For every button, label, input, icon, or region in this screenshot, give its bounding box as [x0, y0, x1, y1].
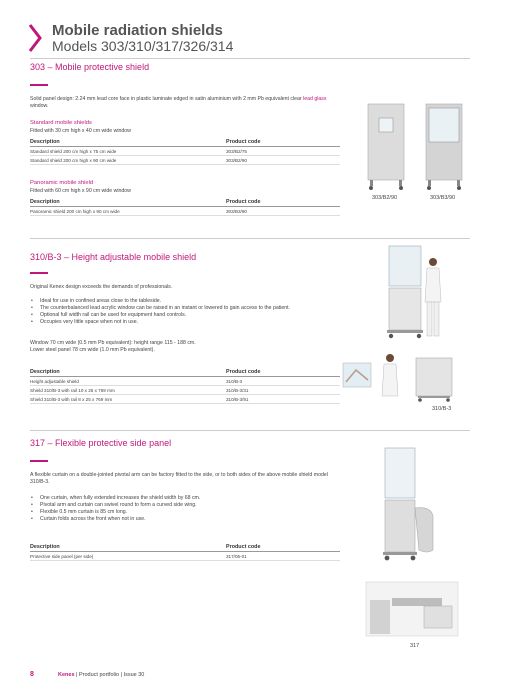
section-317-intro: A flexible curtain on a double-jointed pivotal arm can be factory fitted to the side, or to both sides of the above mobile shield model 310/B-3.	[30, 472, 328, 485]
section-title-310: 310/B-3 – Height adjustable mobile shield	[30, 252, 197, 262]
caption-303-b2: 303/B2/90	[372, 195, 398, 201]
shield-303-b2-image	[362, 102, 410, 190]
col-product-code: Product code	[222, 543, 340, 552]
table-row: Standard shield 200 cm high x 90 cm wide 303/B2/90	[30, 156, 340, 165]
table-row: Standard shield 200 cm high x 75 cm wide 303/B2/75	[30, 147, 340, 156]
standard-shields-table	[30, 138, 340, 165]
col-product-code: Product code	[222, 368, 340, 377]
table-row: Shield 310/B-3 with rail 10 x 25 x 769 mm 310/B-3/31	[30, 386, 340, 395]
caption-310: 310/B-3	[432, 406, 452, 412]
section-title-303: 303 – Mobile protective shield	[30, 62, 150, 72]
section-303-intro: Solid panel design: 2.24 mm lead core face in plastic laminate edged in satin aluminium with 2 mm Pb equivalent clear lead glass window.	[30, 96, 327, 109]
section-310-spec-window: Window 70 cm wide (0.5 mm Pb equivalent): height range 115 - 188 cm.	[30, 340, 196, 346]
caption-317: 317	[410, 643, 420, 649]
table-row: Shield 310/B-3 with rail 8 x 25 x 769 mm 310/B-3/91	[30, 395, 340, 404]
side-panel-317-detail-image	[364, 580, 460, 640]
section-divider	[30, 430, 470, 431]
list-item: • Occupies very little space when not in use.	[30, 319, 350, 326]
shield-310-woman-image	[378, 350, 458, 402]
col-product-code: Product code	[222, 198, 340, 207]
section-accent	[30, 460, 48, 462]
panoramic-shield-table	[30, 198, 340, 216]
list-item: • Pivotal arm and curtain can swivel round to form a curved side wing.	[30, 502, 350, 509]
col-description: Description	[30, 198, 222, 207]
section-accent	[30, 272, 48, 274]
footer-rest: | Product portfolio | Issue 30	[74, 672, 145, 678]
section-accent	[30, 84, 48, 86]
footer-brand: Kenex	[58, 672, 75, 678]
shield-303-b3-image	[420, 102, 468, 190]
caption-303-b3: 303/B3/90	[430, 195, 456, 201]
standard-shields-title: Standard mobile shields	[30, 120, 92, 126]
page-number: 8	[30, 671, 34, 678]
list-item: • Flexible 0.5 mm curtain is 85 cm long.	[30, 509, 350, 516]
table-row: Panoramic shield 200 cm high x 90 cm wide 303/B3/90	[30, 207, 340, 216]
shield-310-image	[385, 244, 445, 342]
section-310-table	[30, 368, 340, 404]
footer-text	[58, 672, 144, 678]
col-description: Description	[30, 368, 222, 377]
section-divider	[30, 58, 470, 59]
page-subtitle: Models 303/310/317/326/314	[52, 38, 234, 54]
col-product-code: Product code	[222, 138, 340, 147]
col-description: Description	[30, 138, 222, 147]
shield-310-detail-image	[342, 362, 372, 388]
section-310-spec-panel: Lower steel panel 78 cm wide (1.0 mm Pb equivalent).	[30, 347, 155, 353]
list-item: • Curtain folds across the front when not in use.	[30, 516, 350, 523]
list-item: • Ideal for use in confined areas close to the tableside.	[30, 298, 350, 305]
list-item: • Optional full width rail can be used for equipment hand controls.	[30, 312, 350, 319]
section-317-table	[30, 543, 340, 561]
section-317-bullets	[30, 495, 350, 523]
side-panel-317-image	[375, 446, 455, 566]
table-row: Protective side panel (per side) 317/05-01	[30, 552, 340, 561]
section-title-317: 317 – Flexible protective side panel	[30, 438, 172, 448]
panoramic-shield-note: Fitted with 60 cm high x 90 cm wide window	[30, 188, 131, 194]
list-item: • The counterbalanced lead acrylic window can be raised in an instant or lowered to gain access to the patient.	[30, 305, 350, 312]
table-row: Height adjustable shield 310/B-3	[30, 377, 340, 386]
chevron-right-icon	[28, 24, 42, 52]
section-310-intro: Original Kenex design exceeds the demands of professionals.	[30, 284, 173, 290]
panoramic-shield-title: Panoramic mobile shield	[30, 180, 94, 186]
lead-glass-link[interactable]: lead glass	[303, 96, 327, 102]
section-310-bullets	[30, 298, 350, 326]
page-title: Mobile radiation shields	[52, 22, 223, 39]
list-item: • One curtain, when fully extended increases the shield width by 68 cm.	[30, 495, 350, 502]
standard-shields-note: Fitted with 30 cm high x 40 cm wide window	[30, 128, 131, 134]
section-divider	[30, 238, 470, 239]
col-description: Description	[30, 543, 222, 552]
